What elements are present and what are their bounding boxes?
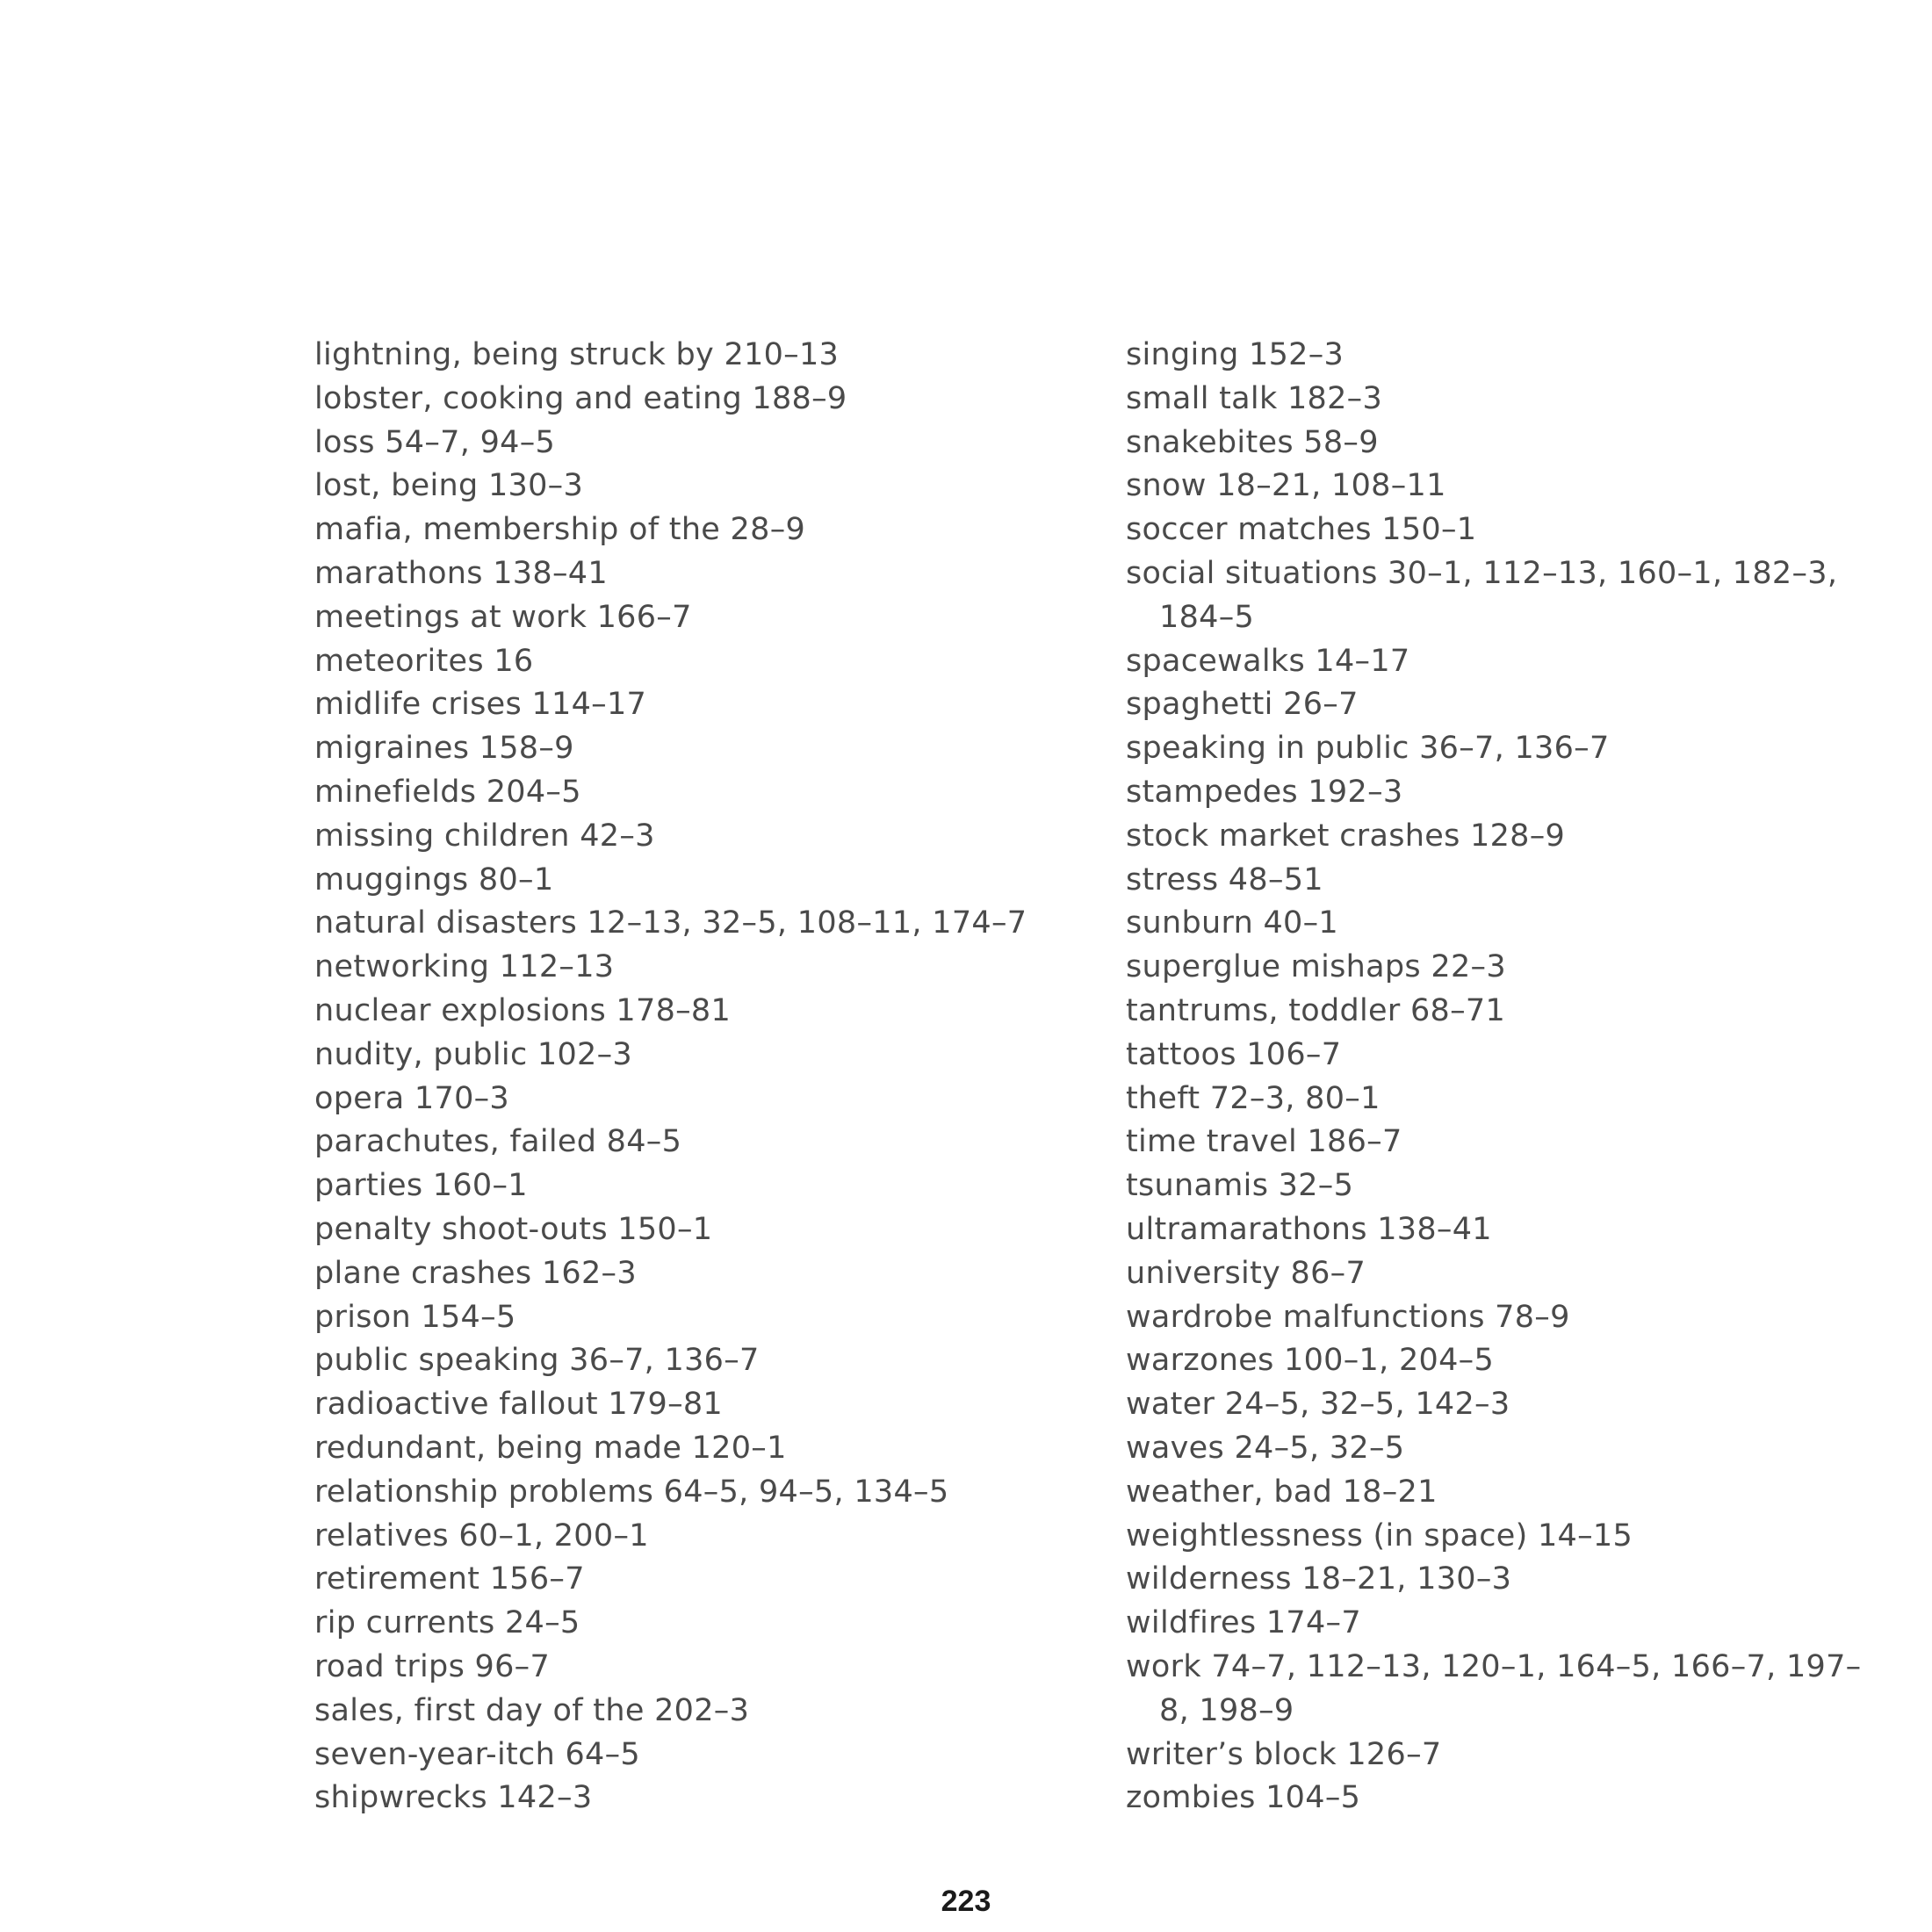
index-entry: seven-year-itch 64–5: [314, 1736, 640, 1772]
index-entry: lobster, cooking and eating 188–9: [314, 380, 847, 416]
index-entry: rip currents 24–5: [314, 1605, 580, 1641]
index-entry: sales, first day of the 202–3: [314, 1692, 750, 1728]
index-entry: soccer matches 150–1: [1126, 512, 1477, 548]
index-entry: sunburn 40–1: [1126, 905, 1338, 941]
index-entry: weather, bad 18–21: [1126, 1474, 1438, 1510]
index-entry: loss 54–7, 94–5: [314, 424, 556, 460]
index-entry: stampedes 192–3: [1126, 774, 1403, 810]
index-column-right: [1126, 334, 1864, 1820]
index-entry: snakebites 58–9: [1126, 424, 1379, 460]
index-entry: nudity, public 102–3: [314, 1036, 632, 1072]
index-entry: migraines 158–9: [314, 731, 574, 767]
index-entry: meteorites 16: [314, 643, 534, 679]
index-entry: road trips 96–7: [314, 1648, 551, 1684]
index-entry: wardrobe malfunctions 78–9: [1126, 1299, 1570, 1335]
index-entry: opera 170–3: [314, 1080, 509, 1116]
index-entry: stock market crashes 128–9: [1126, 818, 1566, 854]
index-entry: plane crashes 162–3: [314, 1255, 637, 1291]
index-entry: wilderness 18–21, 130–3: [1126, 1561, 1512, 1597]
index-entry: mafia, membership of the 28–9: [314, 512, 806, 548]
page-number: 223: [941, 1885, 991, 1918]
index-entry: tsunamis 32–5: [1126, 1168, 1354, 1204]
index-entry: social situations 30–1, 112–13, 160–1, 182–3, 184–5: [1126, 555, 1838, 635]
index-entry: minefields 204–5: [314, 774, 581, 810]
index-entry: stress 48–51: [1126, 861, 1323, 898]
index-column-left: [314, 334, 1052, 1820]
index-entry: theft 72–3, 80–1: [1126, 1080, 1381, 1116]
index-entry: lost, being 130–3: [314, 468, 584, 504]
index-entry: university 86–7: [1126, 1255, 1366, 1291]
index-entry: muggings 80–1: [314, 861, 554, 898]
index-entry: retirement 156–7: [314, 1561, 585, 1597]
index-entry: time travel 186–7: [1126, 1124, 1402, 1160]
index-entry: nuclear explosions 178–81: [314, 992, 732, 1028]
index-entry: superglue mishaps 22–3: [1126, 949, 1506, 985]
index-entry: writer’s block 126–7: [1126, 1736, 1442, 1772]
index-entry: wildfires 174–7: [1126, 1605, 1361, 1641]
index-entry: parachutes, failed 84–5: [314, 1124, 682, 1160]
index-entry: parties 160–1: [314, 1168, 528, 1204]
index-entry: small talk 182–3: [1126, 380, 1383, 416]
index-entry: relatives 60–1, 200–1: [314, 1517, 649, 1554]
index-entry: prison 154–5: [314, 1299, 516, 1335]
index-entry: lightning, being struck by 210–13: [314, 337, 840, 372]
index-entry: water 24–5, 32–5, 142–3: [1126, 1387, 1510, 1423]
index-entry: radioactive fallout 179–81: [314, 1387, 724, 1423]
index-entry: marathons 138–41: [314, 555, 608, 591]
index-entry: singing 152–3: [1126, 337, 1344, 372]
index-entry: missing children 42–3: [314, 818, 655, 854]
index-entry: networking 112–13: [314, 949, 615, 985]
index-entry: midlife crises 114–17: [314, 687, 647, 723]
index-entry: relationship problems 64–5, 94–5, 134–5: [314, 1474, 949, 1510]
index-entry: tantrums, toddler 68–71: [1126, 992, 1506, 1028]
index-entry: work 74–7, 112–13, 120–1, 164–5, 166–7, 197–8, 198–9: [1126, 1648, 1862, 1728]
index-entry: meetings at work 166–7: [314, 599, 692, 635]
index-entry: redundant, being made 120–1: [314, 1430, 787, 1466]
index-entry: public speaking 36–7, 136–7: [314, 1343, 760, 1379]
index-entry: spaghetti 26–7: [1126, 687, 1359, 723]
index-entry: speaking in public 36–7, 136–7: [1126, 731, 1610, 767]
index-entry: snow 18–21, 108–11: [1126, 468, 1446, 504]
index-entry: penalty shoot-outs 150–1: [314, 1211, 713, 1247]
index-entry: zombies 104–5: [1126, 1780, 1361, 1816]
index-entry: shipwrecks 142–3: [314, 1780, 593, 1816]
index-entry: ultramarathons 138–41: [1126, 1211, 1492, 1247]
index-entry: natural disasters 12–13, 32–5, 108–11, 174–7: [314, 905, 1027, 941]
index-entry: tattoos 106–7: [1126, 1036, 1342, 1072]
index-entry: spacewalks 14–17: [1126, 643, 1410, 679]
index-entry: warzones 100–1, 204–5: [1126, 1343, 1495, 1379]
index-entry: waves 24–5, 32–5: [1126, 1430, 1405, 1466]
index-entry: weightlessness (in space) 14–15: [1126, 1517, 1633, 1554]
